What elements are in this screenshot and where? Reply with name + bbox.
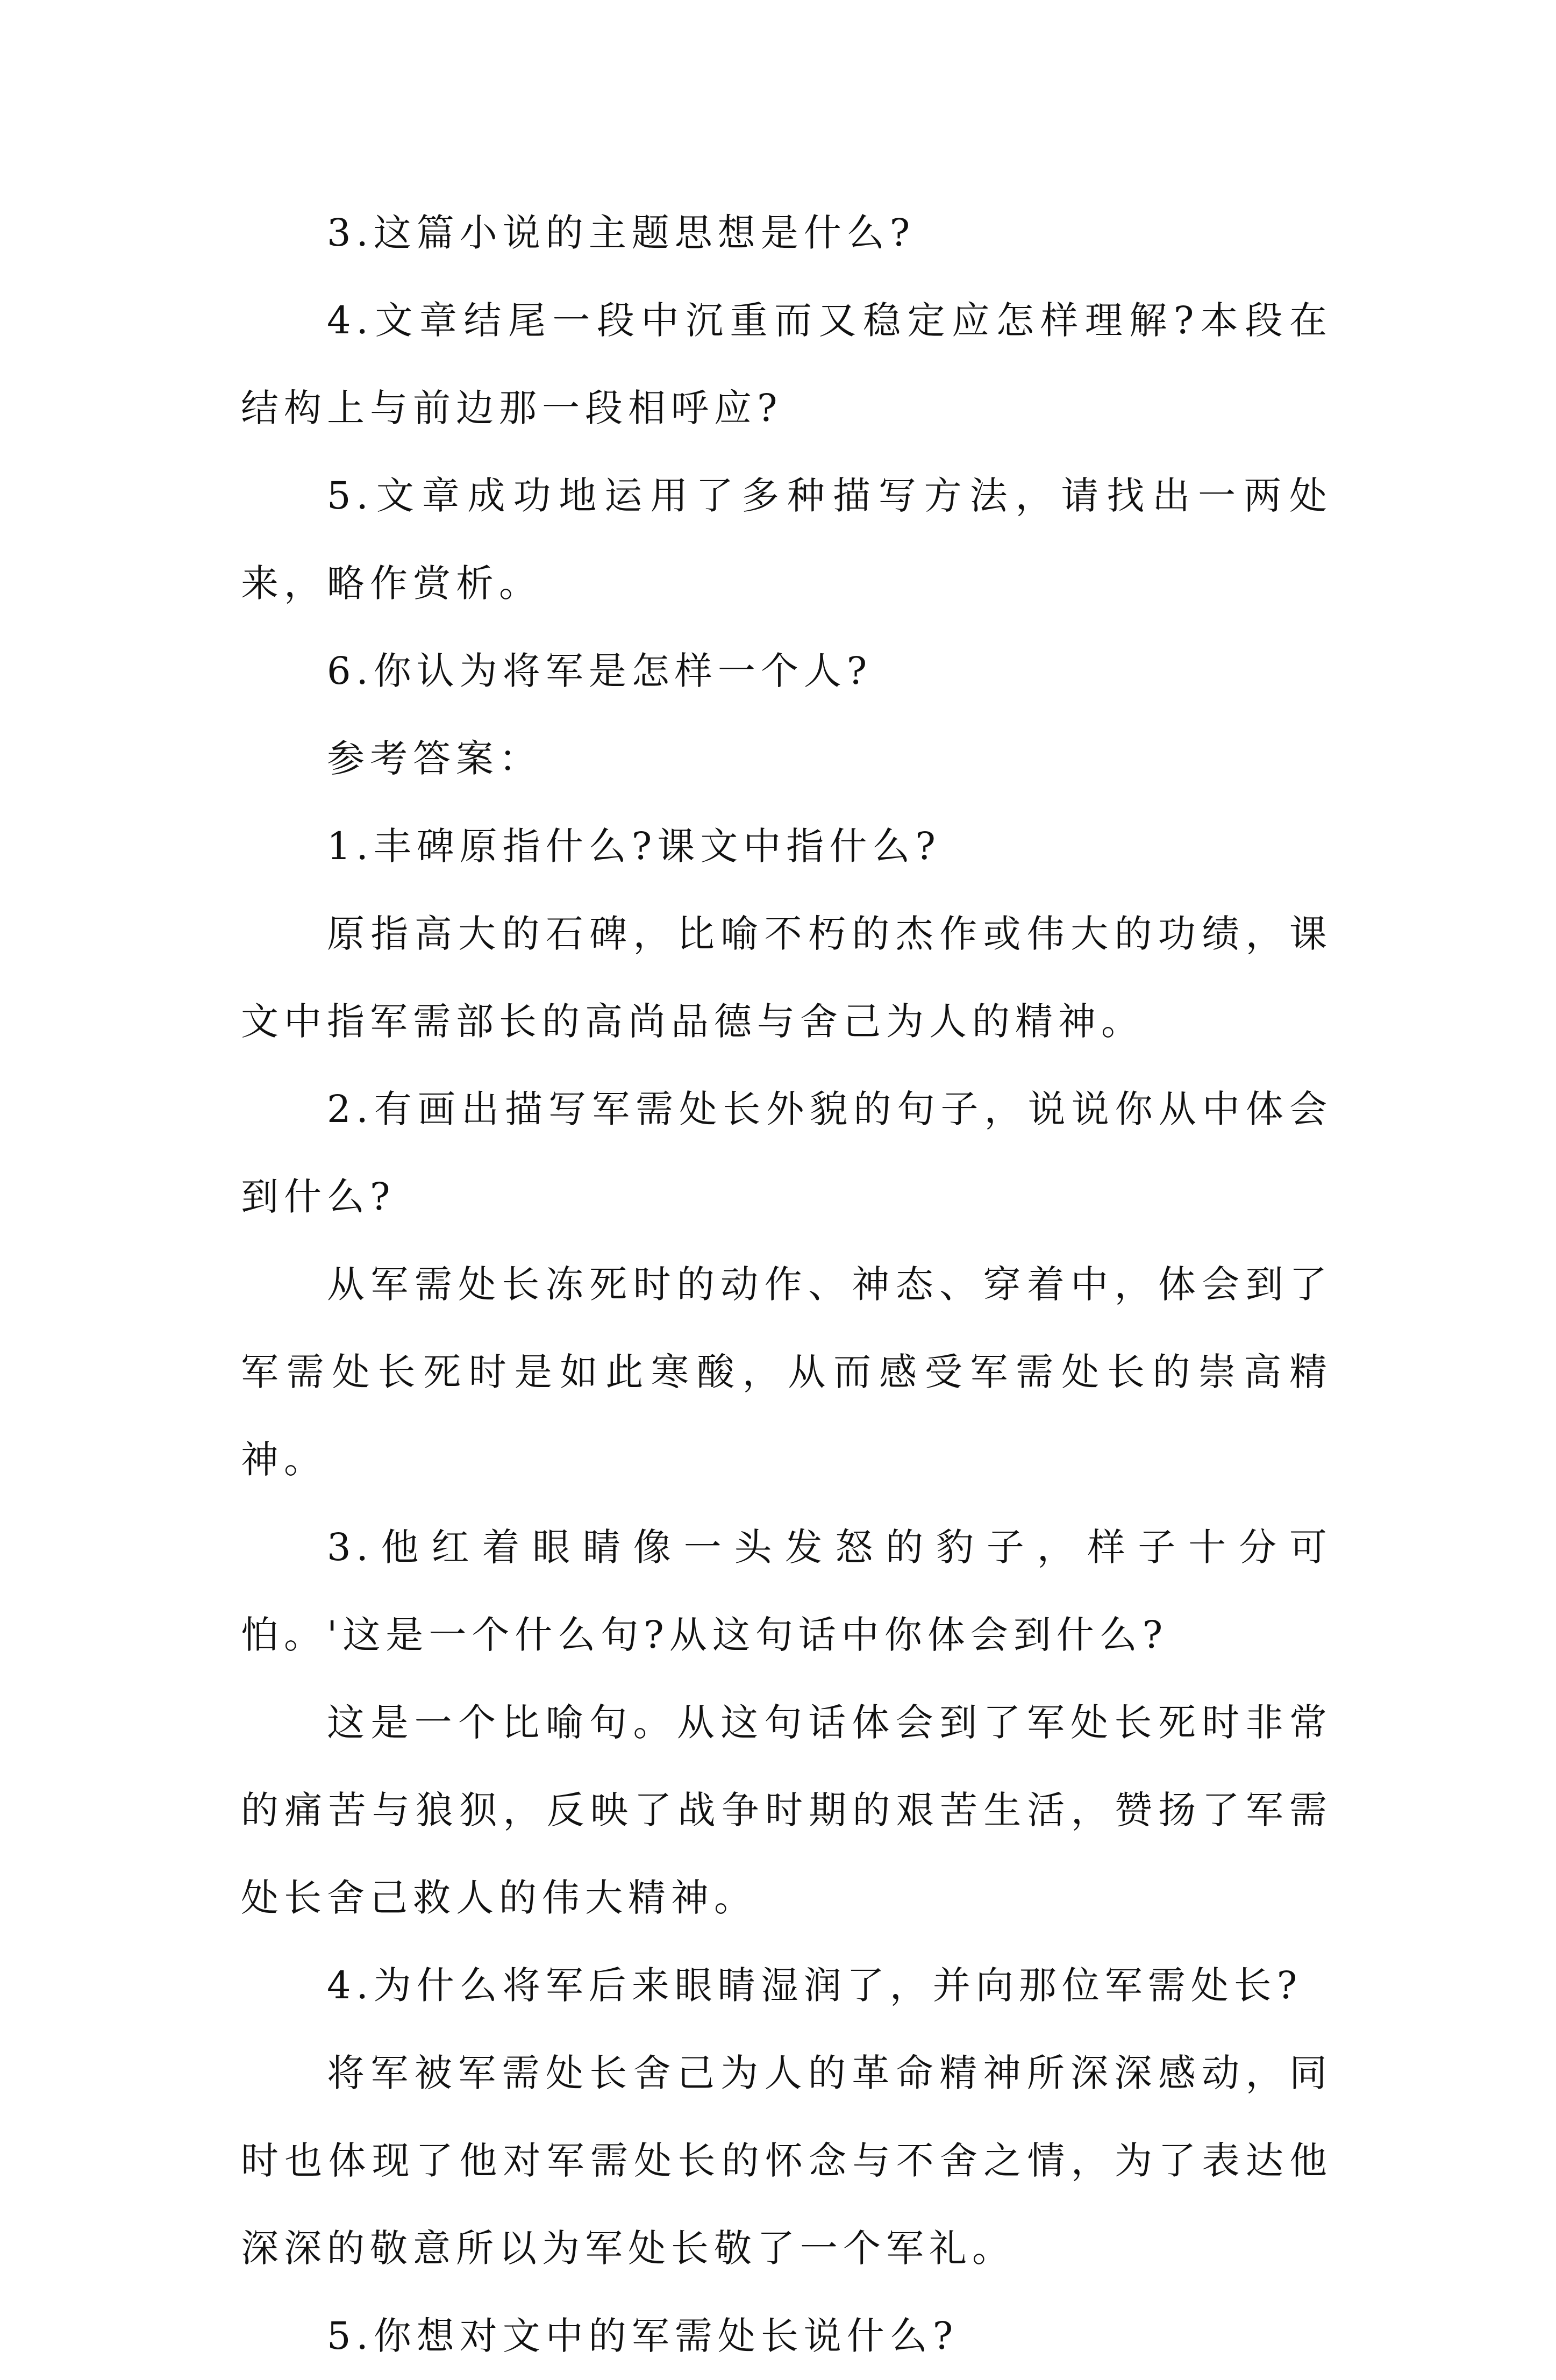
answer-3-text: 这是一个比喻句。从这句话体会到了军处长死时非常的痛苦与狼狈，反映了战争时期的艰苦生活，赞扬了军需处长舍己救人的伟大精神。 xyxy=(241,1700,1332,1920)
answer-4-question: 4.为什么将军后来眼睛湿润了，并向那位军需处长? xyxy=(327,1963,1303,2007)
answers-heading: 参考答案： xyxy=(327,737,542,781)
question-6-general: 6.你认为将军是怎样一个人? xyxy=(327,649,873,693)
answer-2-question: 2.有画出描写军需处长外貌的句子，说说你从中体会到什么? xyxy=(241,1087,1332,1219)
document-body xyxy=(241,189,1332,2380)
question-5-description: 5.文章成功地运用了多种描写方法，请找出一两处来，略作赏析。 xyxy=(241,474,1332,605)
answer-5-question: 5.你想对文中的军需处长说什么? xyxy=(327,2314,959,2358)
question-3-theme: 3.这篇小说的主题思想是什么? xyxy=(327,211,916,255)
answer-2-text: 从军需处长冻死时的动作、神态、穿着中，体会到了军需处长死时是如此寒酸，从而感受军需处长的崇高精神。 xyxy=(241,1262,1332,1482)
answer-4-text: 将军被军需处长舍己为人的革命精神所深深感动，同时也体现了他对军需处长的怀念与不舍之情，为了表达他深深的敬意所以为军处长敬了一个军礼。 xyxy=(241,2051,1332,2270)
question-4-ending: 4.文章结尾一段中沉重而又稳定应怎样理解?本段在结构上与前边那一段相呼应? xyxy=(241,298,1332,430)
answer-3-question: 3.他红着眼睛像一头发怒的豹子，样子十分可怕。'这是一个什么句?从这句话中你体会到什么? xyxy=(241,1525,1332,1657)
answer-1-question: 1.丰碑原指什么?课文中指什么? xyxy=(327,824,941,868)
answer-1-text: 原指高大的石碑，比喻不朽的杰作或伟大的功绩，课文中指军需部长的高尚品德与舍己为人的精神。 xyxy=(241,912,1332,1044)
